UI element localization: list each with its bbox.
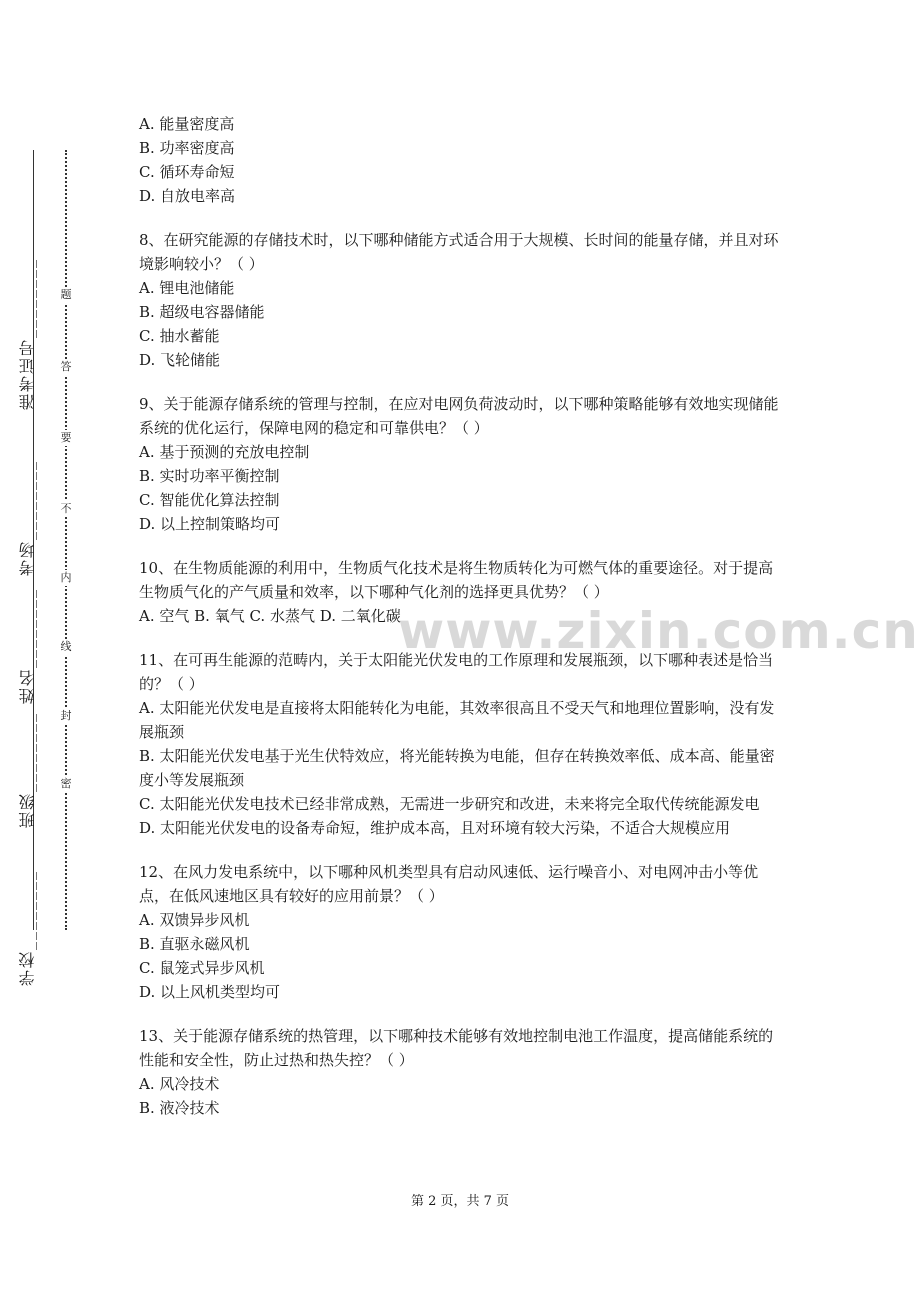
question-stem: 13、关于能源存储系统的热管理，以下哪种技术能够有效地控制电池工作温度，提高储能系统的性能和安全性，防止过热和热失控？（ ） <box>139 1027 774 1069</box>
option-b: B. 超级电容器储能 <box>139 303 265 321</box>
question-stem: 12、在风力发电系统中，以下哪种风机类型具有启动风速低、运行噪音小、对电网冲击小等优点，在低风速地区具有较好的应用前景？（ ） <box>139 863 759 905</box>
option-a: A. 风冷技术 <box>139 1075 220 1093</box>
seal-char: 不 <box>58 501 74 517</box>
option-d: D. 自放电率高 <box>139 187 236 205</box>
option-b: B. 太阳能光伏发电基于光生伏特效应，将光能转换为电能，但存在转换效率低、成本高、能量密度小等发展瓶颈 <box>139 747 775 789</box>
class-label: 班级________ <box>18 712 37 828</box>
option-b: B. 实时功率平衡控制 <box>139 467 280 485</box>
seal-dotted-line <box>65 150 67 930</box>
seal-char: 线 <box>58 639 74 655</box>
question-content <box>139 112 781 1120</box>
seal-char: 内 <box>58 570 74 586</box>
watermark: www.zixin.com.cn <box>398 602 919 660</box>
option-c: C. 抽水蓄能 <box>139 327 220 345</box>
option-a: A. 太阳能光伏发电是直接将太阳能转化为电能，其效率很高且不受天气和地理位置影响，没有发展瓶颈 <box>139 699 775 741</box>
option-d: D. 以上控制策略均可 <box>139 515 281 533</box>
option-c: C. 智能优化算法控制 <box>139 491 280 509</box>
option-d: D. 太阳能光伏发电的设备寿命短，维护成本高，且对环境有较大污染，不适合大规模应用 <box>139 819 731 837</box>
seal-char: 封 <box>58 708 74 724</box>
option-b: B. 液冷技术 <box>139 1099 220 1117</box>
option-b: B. 直驱永磁风机 <box>139 935 250 953</box>
question-stem: 10、在生物质能源的利用中，生物质气化技术是将生物质转化为可燃气体的重要途径。对于提高生物质气化的产气质量和效率，以下哪种气化剂的选择更具优势？（ ） <box>139 559 774 601</box>
option-c: C. 循环寿命短 <box>139 163 235 181</box>
binding-margin <box>0 0 90 1302</box>
option-d: D. 以上风机类型均可 <box>139 983 281 1001</box>
question-stem: 11、在可再生能源的范畴内，关于太阳能光伏发电的工作原理和发展瓶颈，以下哪种表述是恰当的？（ ） <box>139 651 774 693</box>
question-stem: 8、在研究能源的存储技术时，以下哪种储能方式适合用于大规模、长时间的能量存储，并且对环境影响较小？（ ） <box>139 231 779 273</box>
exam-number-label: 准考证号________ <box>18 258 37 410</box>
question-10 <box>139 556 781 628</box>
question-12 <box>139 860 781 1004</box>
option-b: B. 功率密度高 <box>139 139 235 157</box>
option-a: A. 双馈异步风机 <box>139 911 250 929</box>
question-11 <box>139 648 781 840</box>
options-inline: A. 空气 B. 氧气 C. 水蒸气 D. 二氧化碳 <box>139 607 401 625</box>
option-c: C. 太阳能光伏发电技术已经非常成熟，无需进一步研究和改进，未来将完全取代传统能源发电 <box>139 795 760 813</box>
question-8 <box>139 228 781 372</box>
option-a: A. 基于预测的充放电控制 <box>139 443 310 461</box>
seal-char: 密 <box>58 776 74 792</box>
school-label: 学校________ <box>18 870 37 986</box>
question-7-options <box>139 112 781 208</box>
option-c: C. 鼠笼式异步风机 <box>139 959 265 977</box>
option-d: D. 飞轮储能 <box>139 351 221 369</box>
option-a: A. 能量密度高 <box>139 115 235 133</box>
seal-char: 题 <box>58 287 74 303</box>
question-9 <box>139 392 781 536</box>
question-stem: 9、关于能源存储系统的管理与控制，在应对电网负荷波动时，以下哪种策略能够有效地实现储能系统的优化运行，保障电网的稳定和可靠供电？（ ） <box>139 395 779 437</box>
option-a: A. 锂电池储能 <box>139 279 235 297</box>
page-footer: 第 2 页，共 7 页 <box>410 1194 510 1209</box>
seal-char: 要 <box>58 430 74 446</box>
exam-room-label: 考场________ <box>18 460 37 576</box>
question-13 <box>139 1024 781 1120</box>
seal-char: 答 <box>58 359 74 375</box>
name-label: 姓名________ <box>18 588 37 704</box>
